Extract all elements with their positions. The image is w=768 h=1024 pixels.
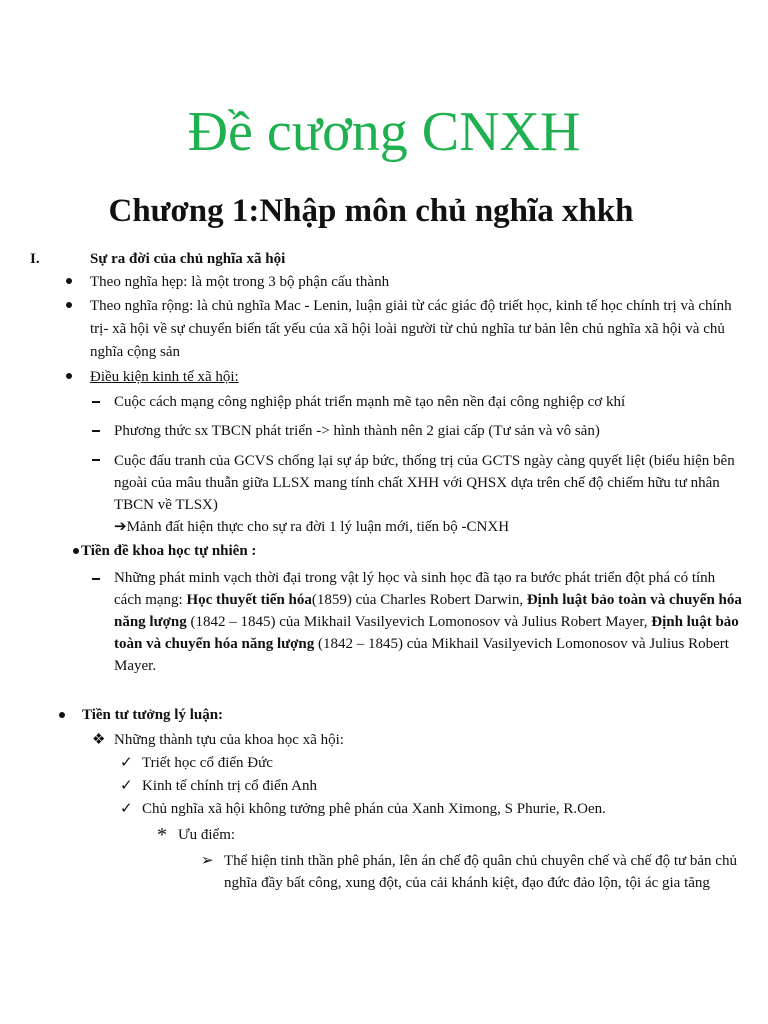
check-icon: ✓ [120,778,133,794]
check-item-english-economics: Kinh tế chính trị cổ điển Anh [142,778,317,794]
dash-marker [92,578,100,580]
social-science-achievements: Những thành tựu của khoa học xã hội: [114,732,344,748]
theory-of-evolution: Học thuyết tiến hóa [186,592,312,608]
dash-marker [92,430,100,432]
check-icon: ✓ [120,755,133,771]
bullet-dot [66,278,72,284]
arrow-conclusion: ➔Mảnh đất hiện thực cho sự ra đời 1 lý luận mới, tiến bộ -CNXH [114,519,510,535]
chapter-title: Chương 1:Nhập môn chủ nghĩa xhkh [108,193,634,229]
bullet-dot [66,302,72,308]
document-title: Đề cương CNXH [187,101,581,163]
section-number: I. [30,251,40,267]
check-icon: ✓ [120,801,133,817]
advantages-label: Ưu điểm: [178,827,236,843]
energy-conservation-law: Định luật bảo toàn và chuyển hóa năng lượng [114,592,742,630]
triangle-arrow-icon: ➢ [201,853,214,869]
dash-item-industrial-revolution: Cuộc cách mạng công nghiệp phát triển mạnh mẽ tạo nên nền đại công nghiệp cơ khí [114,394,626,410]
bullet-narrow-sense: Theo nghĩa hẹp: là một trong 3 bộ phận cấu thành [90,274,390,290]
star-icon: * [157,824,167,846]
bullet-ideological-premise: Tiền tư tưởng lý luận: [82,707,224,723]
check-item-german-philosophy: Triết học cổ điển Đức [142,755,273,771]
dash-item-production-mode: Phương thức sx TBCN phát triển -> hình thành nên 2 giai cấp (Tư sản và vô sản) [114,423,600,439]
bullet-broad-sense: Theo nghĩa rộng: là chủ nghĩa Mac - Lenin, luận giải từ các giác độ triết học, kinh tế học chính trị và chính trị- xã hội về sự chuyển biến tất yếu của xã hội loài người từ chủ nghĩa tư bản lên chủ nghĩa xã hội và chủ nghĩa cộng sản [90,298,732,360]
dash-item-discoveries: Những phát minh vạch thời đại trong vật lý học và sinh học đã tạo ra bước phát triển đột phá có tính cách mạng: Học thuyết tiến hóa(1859) của Charles Robert Darwin, Định luật bảo toàn và chuyển hóa năng lượng (1842 – 1845) của Mikhail Vasilyevich Lomonosov và Julius Robert Mayer, Định luật bảo toàn và chuyển hóa năng lượng (1842 – 1845) của Mikhail Vasilyevich Lomonosov và Julius Robert Mayer. [114,570,742,674]
bullet-socioeconomic-conditions: Điều kiện kinh tế xã hội: [90,369,239,385]
advantage-item-critique: Thể hiện tinh thần phê phán, lên án chế độ quân chủ chuyên chế và chế độ tư bản chủ nghĩa đầy bất công, xung đột, của cải khánh kiệt, đạo đức đảo lộn, tội ác gia tăng [224,853,737,891]
dash-item-class-struggle: Cuộc đấu tranh của GCVS chống lại sự áp bức, thống trị của GCTS ngày càng quyết liệt (biểu hiện bên ngoài của mâu thuẫn giữa LLSX mang tính chất XHH với QHSX dựa trên chế độ chiếm hữu tư nhân TBCN về TLSX) [114,453,735,513]
section-heading: Sự ra đời của chủ nghĩa xã hội [90,251,286,267]
arrow-icon: ➔ [114,519,127,535]
bullet-natural-science: Tiền đề khoa học tự nhiên : [81,543,257,559]
check-item-utopian-socialism: Chủ nghĩa xã hội không tưởng phê phán của Xanh Ximong, S Phurie, R.Oen. [142,801,606,817]
diamond-icon: ❖ [92,732,106,748]
bullet-dot [73,548,79,554]
dash-marker [92,459,100,461]
bullet-dot [59,712,65,718]
dash-marker [92,401,100,403]
energy-conservation-law-repeat: Định luật bảo toàn và chuyển hóa năng lượng [114,614,739,652]
bullet-dot [66,373,72,379]
